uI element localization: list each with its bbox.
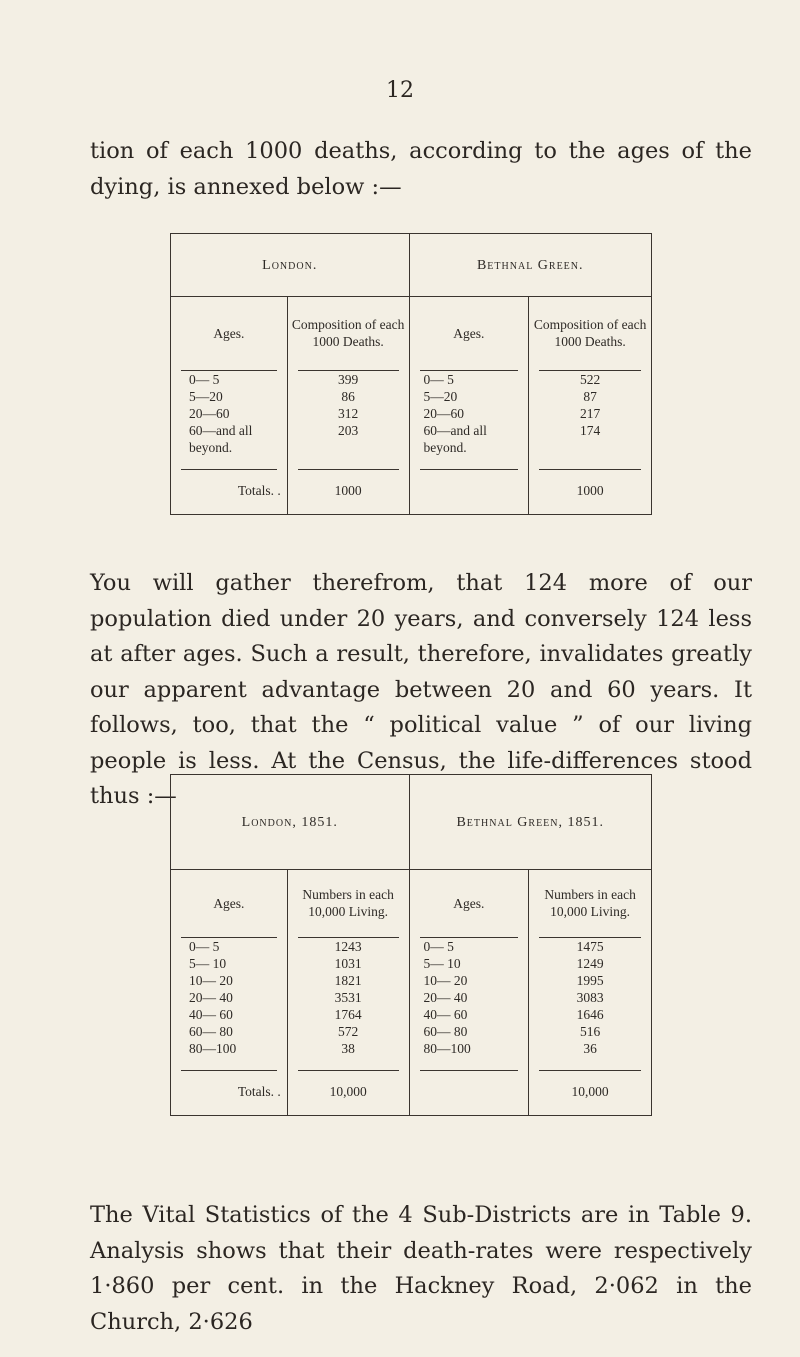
- total-cell: 1000: [529, 470, 652, 510]
- age-cell: 80—100: [409, 1040, 529, 1057]
- age-cell: 60— 80: [409, 1023, 529, 1040]
- table-row: [171, 972, 652, 989]
- table-row: [171, 388, 652, 405]
- age-cell: 20—60: [409, 405, 529, 422]
- composition-column-header: Composition of each 1000 Deaths.: [287, 297, 409, 370]
- ages-column-header: Ages.: [409, 870, 529, 937]
- totals-label: Totals. .: [171, 1071, 288, 1111]
- age-cell: 60—and all beyond.: [409, 422, 529, 456]
- total-cell: 10,000: [287, 1071, 409, 1111]
- numbers-column-header: Numbers in each 10,000 Living.: [287, 870, 409, 937]
- total-cell: 10,000: [529, 1071, 652, 1111]
- age-cell: 40— 60: [171, 1006, 288, 1023]
- value-cell: 1995: [529, 972, 652, 989]
- value-cell: 174: [529, 422, 652, 456]
- value-cell: 3531: [287, 989, 409, 1006]
- value-cell: 572: [287, 1023, 409, 1040]
- bethnal-green-header: Bethnal Green.: [409, 234, 652, 297]
- age-cell: 10— 20: [409, 972, 529, 989]
- totals-label: Totals. .: [171, 470, 288, 510]
- table-row: [171, 405, 652, 422]
- value-cell: 217: [529, 405, 652, 422]
- age-cell: 80—100: [171, 1040, 288, 1057]
- value-cell: 38: [287, 1040, 409, 1057]
- value-cell: 1249: [529, 955, 652, 972]
- table-row: [171, 955, 652, 972]
- value-cell: 1243: [287, 938, 409, 955]
- ages-column-header: Ages.: [409, 297, 529, 370]
- value-cell: 1764: [287, 1006, 409, 1023]
- table-row: [171, 1040, 652, 1057]
- age-cell: 0— 5: [171, 371, 288, 388]
- value-cell: 1031: [287, 955, 409, 972]
- age-cell: 5— 10: [409, 955, 529, 972]
- value-cell: 312: [287, 405, 409, 422]
- value-cell: 86: [287, 388, 409, 405]
- age-cell: 5— 10: [171, 955, 288, 972]
- table-row: [171, 371, 652, 388]
- age-cell: 20— 40: [171, 989, 288, 1006]
- age-cell: 0— 5: [409, 371, 529, 388]
- age-cell: 5—20: [171, 388, 288, 405]
- value-cell: 516: [529, 1023, 652, 1040]
- value-cell: 203: [287, 422, 409, 456]
- ages-column-header: Ages.: [171, 297, 288, 370]
- value-cell: 1646: [529, 1006, 652, 1023]
- value-cell: 1475: [529, 938, 652, 955]
- age-cell: 20—60: [171, 405, 288, 422]
- census-living-table: [170, 774, 652, 1116]
- table-row: [171, 422, 652, 456]
- total-cell: 1000: [287, 470, 409, 510]
- london-header: London.: [171, 234, 410, 297]
- value-cell: 36: [529, 1040, 652, 1057]
- value-cell: 3083: [529, 989, 652, 1006]
- value-cell: 1821: [287, 972, 409, 989]
- numbers-column-header: Numbers in each 10,000 Living.: [529, 870, 652, 937]
- composition-column-header: Composition of each 1000 Deaths.: [529, 297, 652, 370]
- age-cell: 20— 40: [409, 989, 529, 1006]
- totals-row: [171, 1071, 652, 1111]
- table-row: [171, 989, 652, 1006]
- closing-paragraph: The Vital Statistics of the 4 Sub-Districts are in Table 9. Analysis shows that their death-rates were respectively 1·860 per cent. in the Hackney Road, 2·062 in the Church, 2·626: [90, 1202, 752, 1335]
- table-row: [171, 938, 652, 955]
- ages-column-header: Ages.: [171, 870, 288, 937]
- table-row: [171, 1006, 652, 1023]
- age-cell: 60—and all beyond.: [171, 422, 288, 456]
- table-row: [171, 1023, 652, 1040]
- value-cell: 522: [529, 371, 652, 388]
- london-1851-header: London, 1851.: [171, 775, 410, 870]
- bethnal-green-1851-header: Bethnal Green, 1851.: [409, 775, 652, 870]
- totals-row: [171, 470, 652, 510]
- age-cell: 10— 20: [171, 972, 288, 989]
- intro-paragraph: tion of each 1000 deaths, according to the ages of the dying, is annexed below :—: [90, 138, 752, 200]
- age-cell: 5—20: [409, 388, 529, 405]
- page-number: 12: [386, 78, 414, 103]
- body-paragraph: You will gather therefrom, that 124 more of our population died under 20 years, and conversely 124 less at after ages. Such a result, therefore, invalidates greatly our apparent advantage between 20 and 60 years. It follows, too, that the “ political value ” of our living people is less. At the Census, the life-differences stood thus :—: [90, 570, 752, 809]
- age-cell: 40— 60: [409, 1006, 529, 1023]
- age-cell: 0— 5: [409, 938, 529, 955]
- age-cell: 60— 80: [171, 1023, 288, 1040]
- age-cell: 0— 5: [171, 938, 288, 955]
- deaths-composition-table: [170, 233, 652, 515]
- value-cell: 399: [287, 371, 409, 388]
- value-cell: 87: [529, 388, 652, 405]
